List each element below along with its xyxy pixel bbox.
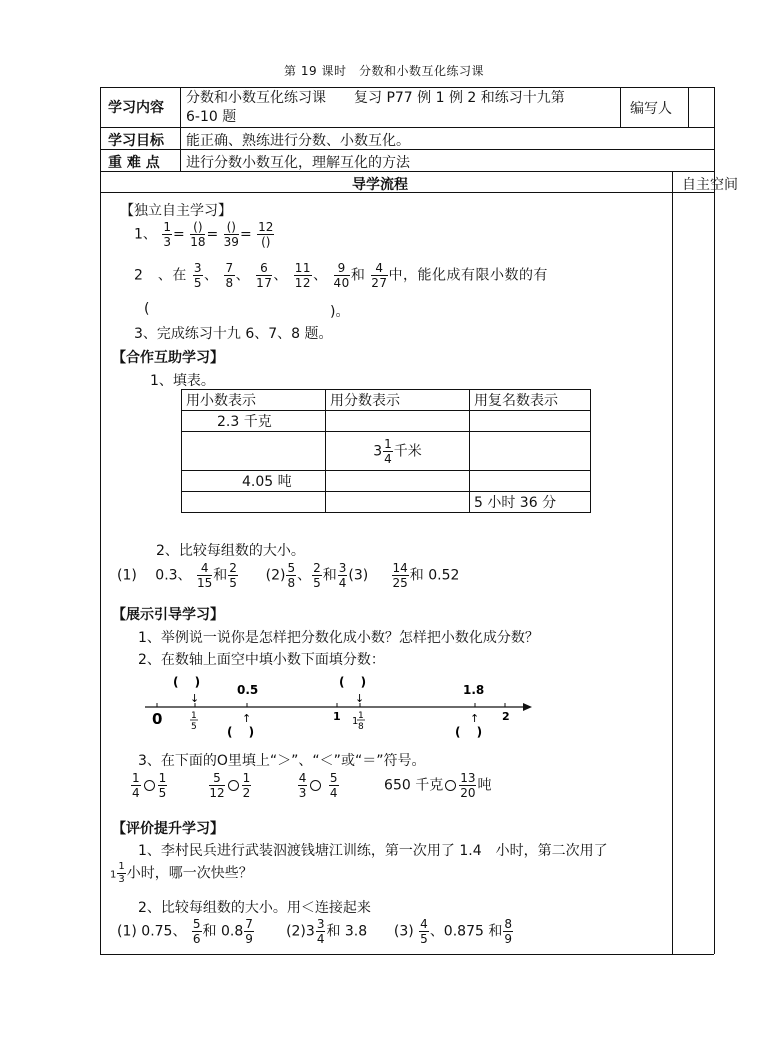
section-heading-cooperative: 【合作互助学习】 bbox=[112, 350, 224, 366]
down-arrow-icon: ↓ bbox=[355, 692, 365, 705]
table-header: 用复名数表示 bbox=[470, 390, 591, 411]
fraction: $\frac{()}{18}$ bbox=[190, 220, 206, 249]
blank-top: ( ) bbox=[173, 675, 201, 689]
fraction: $\frac{12}{()}$ bbox=[258, 220, 274, 249]
axis-arrow bbox=[523, 703, 532, 711]
label-0-5: 0.5 bbox=[237, 683, 259, 697]
frac-den: 5 bbox=[191, 722, 197, 732]
compare-row: $\frac{1}{4}$ $\frac{1}{5}$ $\frac{5}{12}$ $\frac{1}{2}$ $\frac{4}{3}$ $\frac{5}{4}$ 650 千克 $\frac{13}{20}$ 吨 bbox=[132, 771, 492, 800]
label-author: 编写人 bbox=[630, 101, 672, 117]
word-problem-line2: 1 $\frac{1}{3}$ 小时，哪一次快些？ bbox=[110, 861, 253, 885]
label-0: 0 bbox=[152, 710, 163, 728]
section-heading-independent: 【独立自主学习】 bbox=[120, 203, 232, 219]
table-cell: 4.05 吨 bbox=[182, 471, 326, 492]
label-key: 重 难 点 bbox=[108, 155, 160, 171]
table-cell: 3 $\frac{1}{4}$ 千米 bbox=[326, 432, 470, 471]
down-arrow-icon: ↓ bbox=[190, 692, 200, 705]
frac-num: 1 bbox=[358, 711, 364, 721]
question-compare-symbols: 3、在下面的O里填上“＞”、“＜”或“＝”符号。 bbox=[138, 753, 426, 769]
up-arrow-icon: ↑ bbox=[470, 712, 480, 725]
question-2-blank-open: ( bbox=[144, 301, 150, 317]
question-3: 3、完成练习十九 6、7、8 题。 bbox=[134, 326, 333, 342]
label-1: 1 bbox=[333, 710, 341, 723]
fraction: $\frac{1}{3}$ bbox=[163, 220, 172, 249]
table-header: 用分数表示 bbox=[326, 390, 470, 411]
fill-table-instruction: 1、填表。 bbox=[150, 373, 215, 389]
table-cell[interactable] bbox=[470, 471, 591, 492]
content-text: 分数和小数互化练习课 复习 P77 例 1 例 2 和练习十九第 6-10 题 bbox=[186, 90, 565, 125]
question-1-equation: 1、 $\frac{1}{3}$ = $\frac{()}{18}$ = $\frac{()}{39}$ = $\frac{12}{()}$ bbox=[134, 220, 274, 249]
conversion-table bbox=[181, 389, 591, 513]
question-explain: 1、举例说一说你是怎样把分数化成小数？怎样把小数化成分数？ bbox=[138, 630, 539, 646]
label-content: 学习内容 bbox=[108, 100, 164, 116]
page-title: 第 19 课时 分数和小数互化练习课 bbox=[284, 64, 484, 78]
table-header: 用小数表示 bbox=[182, 390, 326, 411]
table-cell[interactable] bbox=[182, 432, 326, 471]
label-goal: 学习目标 bbox=[108, 133, 164, 149]
compare-circle[interactable] bbox=[144, 780, 155, 791]
question-number-line: 2、在数轴上面空中填小数下面填分数： bbox=[138, 652, 385, 668]
space-label: 自主空间 bbox=[682, 177, 738, 193]
table-cell[interactable] bbox=[470, 411, 591, 432]
up-arrow-icon: ↑ bbox=[242, 712, 252, 725]
compare-circle[interactable] bbox=[310, 780, 321, 791]
fraction: $\frac{()}{39}$ bbox=[223, 220, 239, 249]
mixed-whole: 1 bbox=[352, 716, 359, 727]
label-2: 2 bbox=[502, 710, 510, 723]
key-text: 进行分数小数互化，理解互化的方法 bbox=[186, 155, 410, 171]
table-cell[interactable] bbox=[182, 492, 326, 513]
blank-top: ( ) bbox=[339, 675, 367, 689]
compare-circle[interactable] bbox=[445, 780, 456, 791]
blank-bottom: ( ) bbox=[227, 725, 255, 739]
blank-bottom: ( ) bbox=[455, 725, 483, 739]
order-instruction: 2、比较每组数的大小。用＜连接起来 bbox=[138, 900, 371, 916]
compare-instruction: 2、比较每组数的大小。 bbox=[156, 543, 305, 559]
frac-num: 1 bbox=[191, 711, 197, 721]
question-2: 2 、在 $\frac{3}{5}$ 、 $\frac{7}{8}$ 、 $\frac{6}{17}$ 、 $\frac{11}{12}$ 、 $\frac{9}{40}$ 和 $\frac{4}{27}$ 中，能化成有限小数的有 bbox=[134, 261, 549, 290]
number-line bbox=[140, 672, 540, 742]
compare-groups: (1) 0.3、 $\frac{4}{15}$ 和 $\frac{2}{5}$ (2) $\frac{5}{8}$ 、 $\frac{2}{5}$ 和 $\frac{3}{4}$ (3) $\frac{14}{25}$ 和 0.52 bbox=[117, 561, 460, 590]
table-cell[interactable] bbox=[326, 471, 470, 492]
table-cell[interactable] bbox=[470, 432, 591, 471]
flow-label: 导学流程 bbox=[352, 177, 408, 193]
table-cell[interactable] bbox=[326, 411, 470, 432]
section-heading-display: 【展示引导学习】 bbox=[112, 607, 224, 623]
section-heading-evaluation: 【评价提升学习】 bbox=[112, 821, 224, 837]
goal-text: 能正确、熟练进行分数、小数互化。 bbox=[186, 133, 410, 149]
word-problem-line1: 1、李村民兵进行武装泅渡钱塘江训练，第一次用了 1.4 小时，第二次用了 bbox=[138, 843, 608, 859]
table-cell: 2.3 千克 bbox=[182, 411, 326, 432]
compare-circle[interactable] bbox=[228, 780, 239, 791]
table-cell: 5 小时 36 分 bbox=[470, 492, 591, 513]
order-groups: (1) 0.75、 $\frac{5}{6}$ 和 0.8 $\frac{7}{9}$ (2)3 $\frac{3}{4}$ 和 3.8 (3) $\frac{4}{5}$ 、0.875 和 $\frac{8}{9}$ bbox=[117, 917, 512, 946]
table-cell[interactable] bbox=[326, 492, 470, 513]
frac-den: 8 bbox=[358, 722, 364, 732]
label-1-8: 1.8 bbox=[463, 683, 485, 697]
question-2-blank-close: )。 bbox=[330, 304, 350, 320]
